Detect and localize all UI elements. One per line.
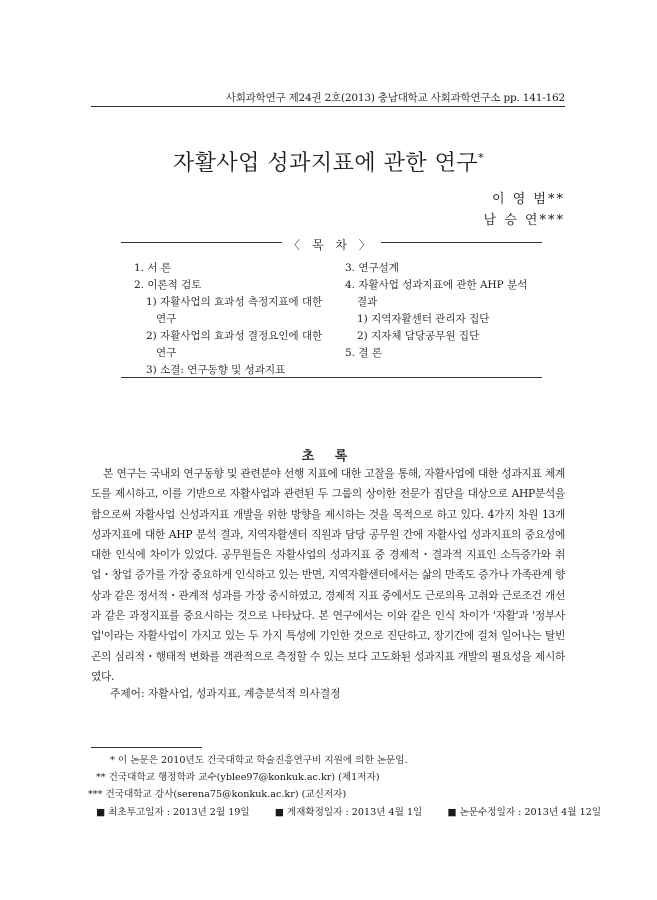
- toc-item: 3. 연구설계: [345, 262, 399, 274]
- date-revised: ■ 논문수정일자 : 2013년 4월 12일: [447, 807, 602, 818]
- author-1: 이 영 범**: [492, 192, 565, 207]
- author-2: 남 승 연***: [483, 213, 565, 228]
- toc-item: 1) 자활사업의 효과성 측정지표에 대한: [146, 296, 323, 308]
- toc-heading: 〈 목 차 〉: [282, 238, 381, 252]
- footnote-rule: [91, 747, 202, 748]
- title-footnote-mark: *: [478, 151, 485, 165]
- toc-item: 2) 자활사업의 효과성 결정요인에 대한: [146, 330, 323, 342]
- submission-dates: [96, 804, 623, 818]
- toc-item: 2. 이론적 검토: [134, 279, 202, 291]
- paper-title: [0, 146, 657, 177]
- abstract-heading: 초 록: [301, 449, 356, 464]
- footnote-2: ** 건국대학교 행정학과 교수(yblee97@konkuk.ac.kr) (제1저자): [96, 772, 380, 783]
- toc-item: 결과: [357, 296, 378, 308]
- header-rule: [91, 106, 565, 107]
- table-of-contents: [121, 238, 542, 378]
- date-accepted: ■ 게재확정일자 : 2013년 4월 1일: [274, 807, 423, 818]
- keywords: 주제어: 자활사업, 성과지표, 계층분석적 의사결정: [110, 687, 341, 700]
- footnote-3: *** 건국대학교 강사(serena75@konkuk.ac.kr) (교신저자): [88, 789, 347, 800]
- toc-item: 연구: [156, 313, 177, 325]
- toc-item: 5. 결 론: [345, 347, 382, 359]
- toc-item: 1) 지역자활센터 관리자 집단: [357, 313, 490, 325]
- footnote-1: * 이 논문은 2010년도 건국대학교 학술진흥연구비 지원에 의한 논문임.: [110, 755, 408, 766]
- toc-heading-wrap: [121, 234, 542, 253]
- toc-item: 4. 자활사업 성과지표에 관한 AHP 분석: [345, 279, 528, 291]
- toc-left-column: [134, 260, 329, 379]
- toc-item: 3) 소결: 연구동향 및 성과지표: [146, 364, 286, 376]
- date-submitted: ■ 최초투고일자 : 2013년 2월 19일: [96, 807, 250, 818]
- title-text: 자활사업 성과지표에 관한 연구: [172, 151, 479, 176]
- abstract-body: 본 연구는 국내외 연구동향 및 관련분야 선행 지표에 대한 고찰을 통해, 자활사업에 대한 성과지표 체계도를 제시하고, 이를 기반으로 자활사업과 관련된 두 그룹의 상이한 전문가 집단을 대상으로 AHP분석을 함으로써 자활사업 신성과지표 개발을 위한 방향을 제시하는 것을 목적으로 하고 있다. 4가지 차원 13개 성과지표에 대한 AHP 분석 결과, 지역자활센터 직원과 담당 공무원 간에 자활사업 성과지표의 중요성에 대한 인식에 차이가 있었다. 공무원들은 자활사업의 성과지표 중 경제적・결과적 지표인 소득증가와 취업・창업 증가를 가장 중요하게 인식하고 있는 반면, 지역자활센터에서는 삶의 만족도 증가나 가족관계 향상과 같은 정서적・관계적 성과를 가장 중시하였고, 경제적 지표 중에서도 근로의욕 고취와 근로조건 개선과 같은 과정지표를 중요시하는 것으로 나타났다. 본 연구에서는 이와 같은 인식 차이가 '자활'과 '정부사업'이라는 자활사업이 가지고 있는 두 가지 특성에 기인한 것으로 진단하고, 장기간에 걸쳐 일어나는 탈빈곤의 심리적・행태적 변화를 객관적으로 측정할 수 있는 보다 고도화된 성과지표 개발의 필요성을 제시하였다.: [91, 467, 565, 683]
- toc-item: 1. 서 론: [134, 262, 171, 274]
- toc-item: 2) 지자체 담당공무원 집단: [357, 330, 480, 342]
- toc-right-column: [345, 260, 535, 362]
- journal-header: 사회과학연구 제24권 2호(2013) 충남대학교 사회과학연구소 pp. 141-162: [225, 92, 565, 104]
- toc-item: 연구: [156, 347, 177, 359]
